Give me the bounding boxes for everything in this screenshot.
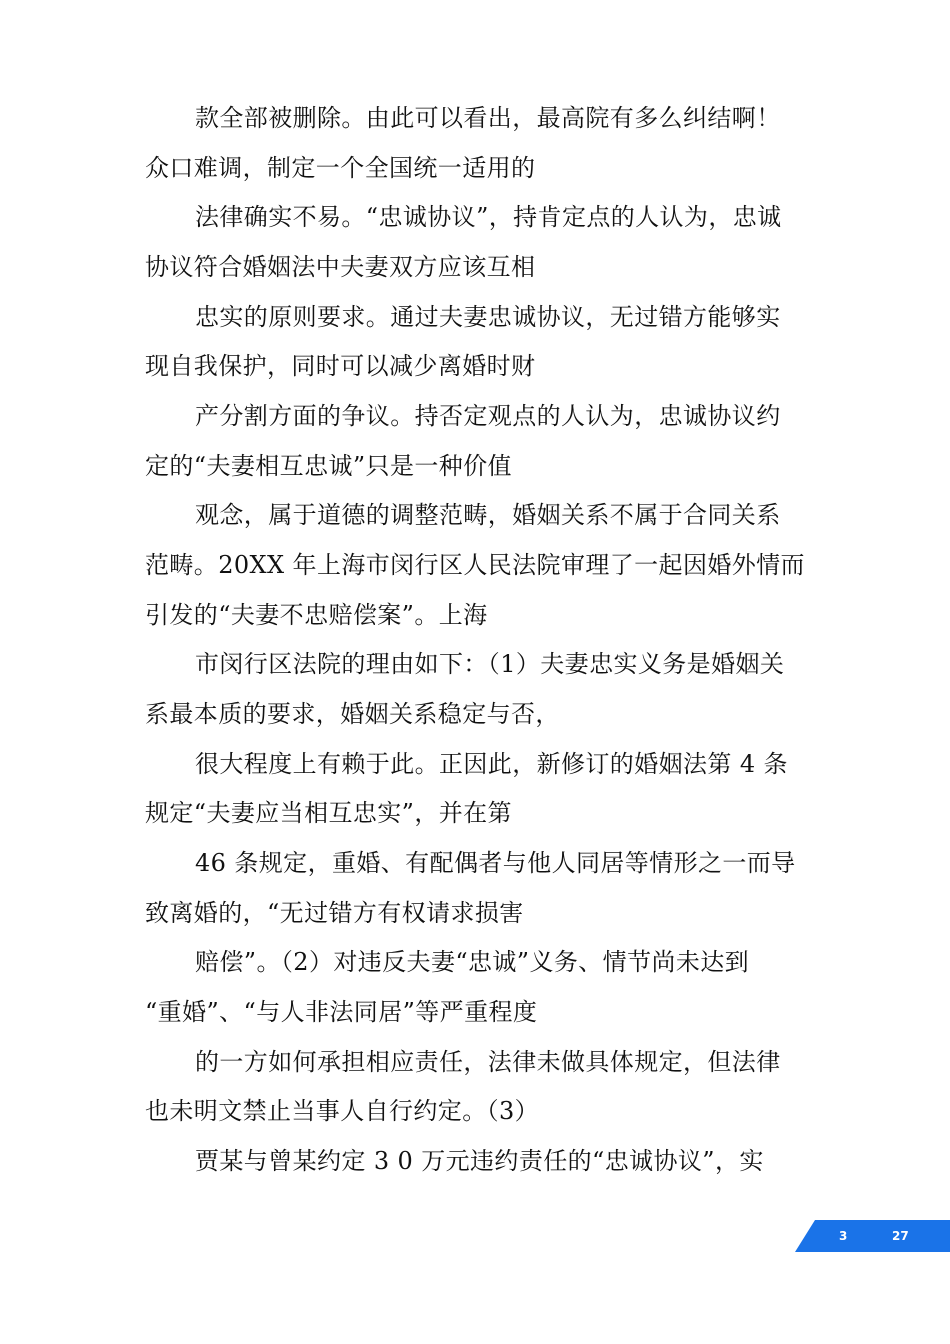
text-line: 忠实的原则要求。通过夫妻忠诚协议，无过错方能够实 [195, 303, 781, 331]
text-line: 的一方如何承担相应责任，法律未做具体规定，但法律 [195, 1048, 781, 1076]
text-line: 也未明文禁止当事人自行约定。（3） [145, 1097, 540, 1125]
text-line: 市闵行区法院的理由如下：（1）夫妻忠实义务是婚姻关 [195, 650, 785, 678]
text-line: 众口难调，制定一个全国统一适用的 [145, 154, 536, 182]
page-number-badge [795, 1220, 950, 1252]
text-line: 赔偿”。（2）对违反夫妻“忠诚”义务、情节尚未达到 [195, 948, 750, 976]
text-line: 款全部被删除。由此可以看出，最高院有多么纠结啊！ [195, 104, 781, 132]
text-line: 观念，属于道德的调整范畴，婚姻关系不属于合同关系 [195, 501, 781, 529]
text-line: 致离婚的，“无过错方有权请求损害 [145, 899, 524, 927]
text-line: 系最本质的要求，婚姻关系稳定与否， [145, 700, 560, 728]
text-line: 规定“夫妻应当相互忠实”，并在第 [145, 799, 512, 827]
text-line: 范畴。20XX 年上海市闵行区人民法院审理了一起因婚外情而 [145, 551, 805, 579]
text-line: 法律确实不易。“忠诚协议”，持肯定点的人认为，忠诚 [195, 203, 782, 231]
text-line: “重婚”、“与人非法同居”等严重程度 [145, 998, 538, 1026]
text-line: 引发的“夫妻不忠赔偿案”。上海 [145, 601, 488, 629]
page-number: 3 [839, 1229, 848, 1243]
text-line: 产分割方面的争议。持否定观点的人认为，忠诚协议约 [195, 402, 781, 430]
text-line: 贾某与曾某约定 3 0 万元违约责任的“忠诚协议”，实 [195, 1147, 764, 1175]
text-line: 协议符合婚姻法中夫妻双方应该互相 [145, 253, 536, 281]
text-line: 很大程度上有赖于此。正因此，新修订的婚姻法第 4 条 [195, 750, 788, 778]
text-line: 46 条规定，重婚、有配偶者与他人同居等情形之一而导 [195, 849, 796, 877]
text-line: 定的“夫妻相互忠诚”只是一种价值 [145, 452, 512, 480]
page-total: 27 [892, 1229, 909, 1243]
text-line: 现自我保护，同时可以减少离婚时财 [145, 352, 536, 380]
